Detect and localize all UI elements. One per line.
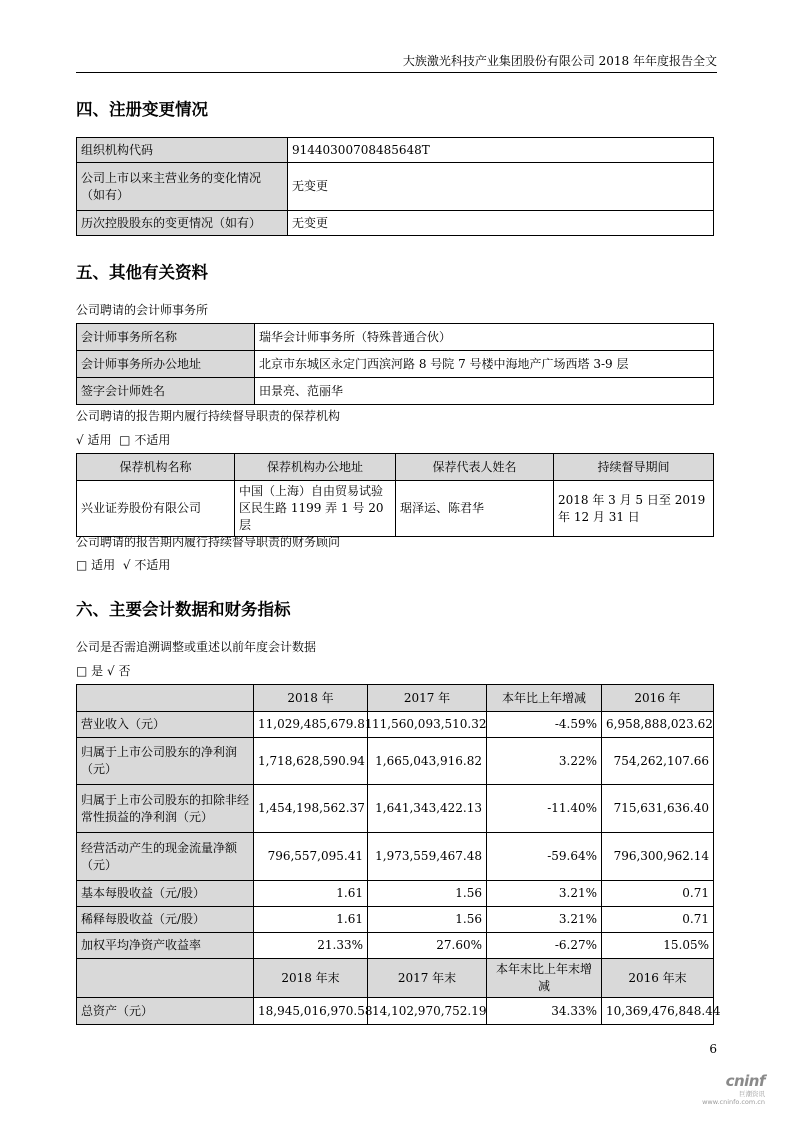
cell-value: 11,560,093,510.32 [368, 712, 487, 738]
sponsor-table [76, 453, 714, 537]
checkbox-empty-glyph: □ [119, 433, 131, 447]
table-row [77, 907, 714, 933]
reg-value: 无变更 [288, 163, 714, 211]
table-row [77, 378, 714, 405]
logo-cn: 巨潮资讯 [739, 1090, 765, 1098]
advisor-applicability [76, 557, 170, 573]
cell-value: -6.27% [487, 933, 602, 959]
cell-value: 796,300,962.14 [602, 833, 714, 881]
row-label: 经营活动产生的现金流量净额（元） [77, 833, 254, 881]
auditor-table [76, 323, 714, 405]
auditor-label: 签字会计师姓名 [77, 378, 255, 405]
cell-value: 3.21% [487, 881, 602, 907]
table-row [77, 351, 714, 378]
auditor-label: 会计师事务所名称 [77, 324, 255, 351]
cell-value: 1,718,628,590.94 [254, 738, 368, 785]
table-row [77, 881, 714, 907]
auditor-value: 瑞华会计师事务所（特殊普通合伙） [255, 324, 714, 351]
cell-value: 34.33% [487, 998, 602, 1025]
cell-value: 1,454,198,562.37 [254, 785, 368, 833]
applicable-label: 适用 [87, 433, 112, 447]
sponsor-period: 2018 年 3 月 5 日至 2019 年 12 月 31 日 [554, 481, 714, 537]
cell-value: 1.61 [254, 907, 368, 933]
row-label: 稀释每股收益（元/股） [77, 907, 254, 933]
cell-value: -11.40% [487, 785, 602, 833]
section-5-title: 五、其他有关资料 [76, 263, 208, 282]
row-label: 基本每股收益（元/股） [77, 881, 254, 907]
auditor-value: 北京市东城区永定门西滨河路 8 号院 7 号楼中海地产广场西塔 3-9 层 [255, 351, 714, 378]
table-header-row [77, 454, 714, 481]
column-header [77, 685, 254, 712]
logo-brand: cninf [725, 1072, 765, 1090]
cell-value: -4.59% [487, 712, 602, 738]
cell-value: 10,369,476,848.44 [602, 998, 714, 1025]
cell-value: 1,665,043,916.82 [368, 738, 487, 785]
column-header: 2016 年末 [602, 959, 714, 998]
checkbox-empty-glyph: □ [76, 558, 88, 572]
check-mark: √ [107, 664, 115, 678]
table-header-row [77, 685, 714, 712]
cell-value: 1.61 [254, 881, 368, 907]
cell-value: 11,029,485,679.81 [254, 712, 368, 738]
row-label: 加权平均净资产收益率 [77, 933, 254, 959]
auditor-label: 会计师事务所办公地址 [77, 351, 255, 378]
cell-value: -59.64% [487, 833, 602, 881]
table-row [77, 163, 714, 211]
cell-value: 27.60% [368, 933, 487, 959]
column-header: 2017 年末 [368, 959, 487, 998]
cell-value: 3.21% [487, 907, 602, 933]
applicable-label: 适用 [91, 558, 116, 572]
column-header: 保荐机构办公地址 [235, 454, 396, 481]
table-row [77, 738, 714, 785]
table-row [77, 998, 714, 1025]
cell-value: 1.56 [368, 881, 487, 907]
table-row [77, 324, 714, 351]
table-row [77, 138, 714, 163]
column-header: 保荐机构名称 [77, 454, 235, 481]
row-label: 归属于上市公司股东的净利润（元） [77, 738, 254, 785]
auditor-intro: 公司聘请的会计师事务所 [76, 303, 209, 317]
cell-value: 0.71 [602, 907, 714, 933]
sponsor-address: 中国（上海）自由贸易试验区民生路 1199 弄 1 号 20 层 [235, 481, 396, 537]
reg-label: 公司上市以来主营业务的变化情况（如有） [77, 163, 288, 211]
cell-value: 1.56 [368, 907, 487, 933]
table-row [77, 833, 714, 881]
column-header: 本年比上年增减 [487, 685, 602, 712]
sponsor-applicability [76, 432, 170, 448]
row-label: 总资产（元） [77, 998, 254, 1025]
table-row [77, 211, 714, 236]
check-mark: √ [122, 558, 131, 572]
column-header: 持续督导期间 [554, 454, 714, 481]
auditor-value: 田景亮、范丽华 [255, 378, 714, 405]
cell-value: 15.05% [602, 933, 714, 959]
logo-url: www.cninfo.com.cn [702, 1098, 765, 1106]
cell-value: 796,557,095.41 [254, 833, 368, 881]
cell-value: 0.71 [602, 881, 714, 907]
reg-label: 历次控股股东的变更情况（如有） [77, 211, 288, 236]
registration-table [76, 137, 714, 236]
sponsor-name: 兴业证券股份有限公司 [77, 481, 235, 537]
cell-value: 18,945,016,970.58 [254, 998, 368, 1025]
check-mark: √ [76, 433, 84, 447]
cell-value: 14,102,970,752.19 [368, 998, 487, 1025]
reg-value: 91440300708485648T [288, 138, 714, 163]
row-label: 营业收入（元） [77, 712, 254, 738]
checkbox-empty-glyph: □ [76, 664, 88, 678]
page-number: 6 [709, 1042, 717, 1056]
cell-value: 1,973,559,467.48 [368, 833, 487, 881]
cell-value: 1,641,343,422.13 [368, 785, 487, 833]
column-header [77, 959, 254, 998]
advisor-intro: 公司聘请的报告期内履行持续督导职责的财务顾问 [76, 535, 341, 549]
table-row [77, 933, 714, 959]
section-6-title: 六、主要会计数据和财务指标 [76, 600, 291, 619]
cell-value: 715,631,636.40 [602, 785, 714, 833]
reg-label: 组织机构代码 [77, 138, 288, 163]
sponsor-representatives: 琚泽运、陈君华 [396, 481, 554, 537]
table-row [77, 785, 714, 833]
table-row [77, 481, 714, 537]
column-header: 2018 年 [254, 685, 368, 712]
restatement-intro: 公司是否需追溯调整或重述以前年度会计数据 [76, 640, 317, 654]
row-label: 归属于上市公司股东的扣除非经常性损益的净利润（元） [77, 785, 254, 833]
cell-value: 21.33% [254, 933, 368, 959]
column-header: 2016 年 [602, 685, 714, 712]
table-header-row [77, 959, 714, 998]
yes-label: 是 [91, 664, 104, 678]
sponsor-intro: 公司聘请的报告期内履行持续督导职责的保荐机构 [76, 409, 341, 423]
column-header: 本年末比上年末增减 [487, 959, 602, 998]
column-header: 2018 年末 [254, 959, 368, 998]
page-header: 大族激光科技产业集团股份有限公司 2018 年年度报告全文 [76, 52, 717, 73]
no-label: 否 [118, 664, 131, 678]
section-4-title: 四、注册变更情况 [76, 100, 208, 119]
table-row [77, 712, 714, 738]
reg-value: 无变更 [288, 211, 714, 236]
cninfo-logo [695, 1072, 765, 1106]
column-header: 保荐代表人姓名 [396, 454, 554, 481]
financial-data-table [76, 684, 721, 1025]
column-header: 2017 年 [368, 685, 487, 712]
not-applicable-label: 不适用 [134, 558, 171, 572]
not-applicable-label: 不适用 [134, 433, 171, 447]
cell-value: 6,958,888,023.62 [602, 712, 714, 738]
cell-value: 3.22% [487, 738, 602, 785]
restatement-option [76, 663, 131, 679]
cell-value: 754,262,107.66 [602, 738, 714, 785]
